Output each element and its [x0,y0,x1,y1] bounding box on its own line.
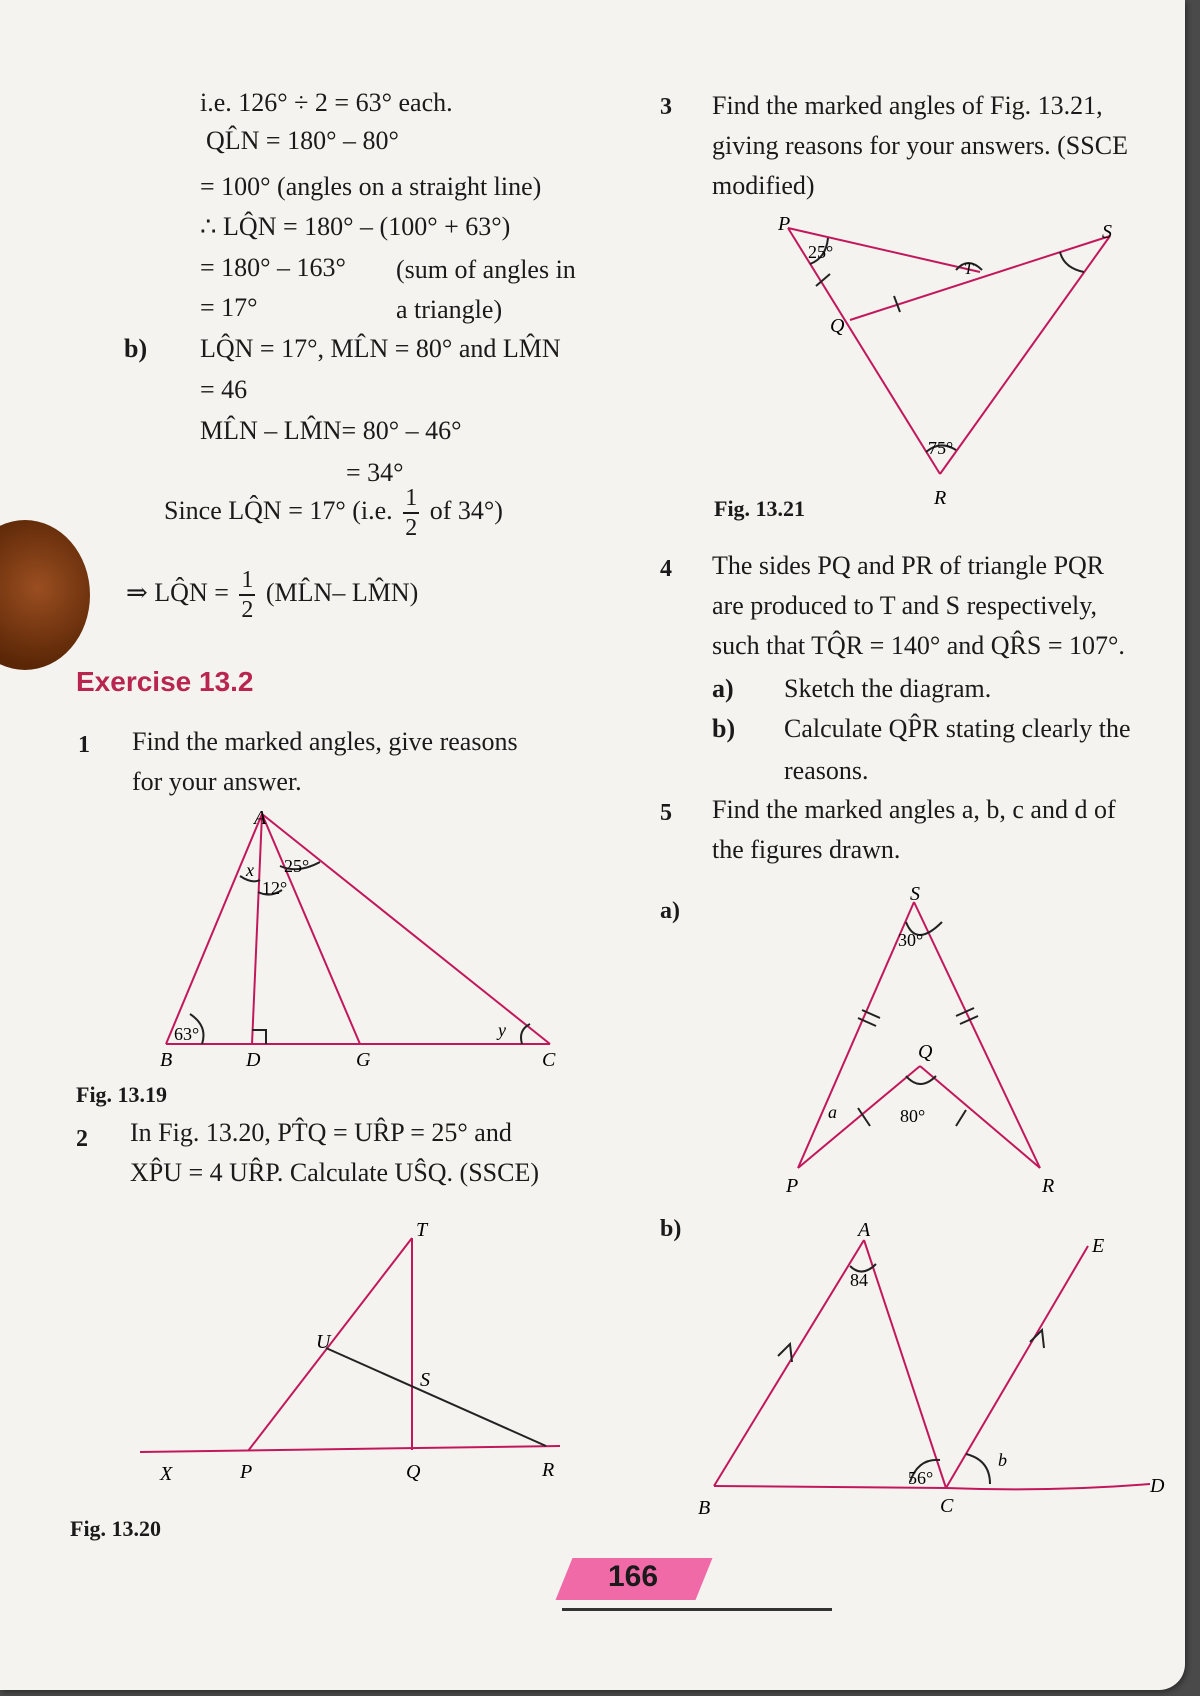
figure-caption: Fig. 13.19 [76,1082,168,1107]
question-text [712,546,1125,666]
since-suffix: of 34°) [429,495,503,525]
question-line: such that TQ̂R = 140° and QR̂S = 107°. [712,631,1125,660]
label-b: b [998,1450,1007,1470]
angle-30: 30° [898,930,924,950]
angle-12: 12° [262,878,288,898]
label-B: B [698,1497,711,1519]
since-line [164,486,503,540]
question-line: In Fig. 13.20, PT̂Q = UR̂P = 25° and [130,1118,512,1147]
part-label: b) [660,1216,682,1242]
label-P: P [786,1175,799,1196]
question-line: for your answer. [132,767,302,796]
label-a: a [828,1102,837,1122]
part-label: b) [712,714,736,743]
label-T: T [416,1219,428,1241]
question-line: Find the marked angles a, b, c and d of [712,795,1116,824]
question-text [712,790,1116,870]
part-text: Sketch the diagram. [784,674,992,703]
implies-line [126,568,418,622]
since-prefix: Since LQ̂N = 17° (i.e. [164,495,393,525]
solution-line: QL̂N = 180° – 80° [206,126,399,155]
fraction-denominator: 2 [241,597,254,623]
label-U: U [316,1331,331,1353]
label-D: D [246,1049,261,1071]
angle-56: 56° [908,1468,934,1488]
solution-line: = 17° [200,293,258,322]
label-x: x [246,860,254,880]
fraction-denominator: 2 [405,515,418,541]
question-line: are produced to T and S respectively, [712,591,1098,620]
question-line: XP̂U = 4 UR̂P. Calculate UŜQ. (SSCE) [130,1158,540,1187]
solution-line: ∴ LQ̂N = 180° – (100° + 63°) [200,212,511,241]
thumb-shadow [0,520,90,670]
page-rule [562,1608,832,1611]
question-number: 2 [76,1126,88,1152]
solution-line: ML̂N – LM̂N= 80° – 46° [200,416,462,445]
label-S: S [1102,221,1112,243]
question-number: 3 [660,94,672,120]
angle-84: 84 [850,1270,868,1290]
figure-13-20 [140,1214,580,1484]
implies-prefix: ⇒ LQ̂N = [126,577,229,607]
figure-caption: Fig. 13.21 [714,496,806,521]
label-A: A [858,1222,871,1241]
page-number: 166 [608,1560,659,1593]
label-P: P [240,1461,253,1483]
label-A: A [254,807,267,829]
solution-line: LQ̂N = 17°, ML̂N = 80° and LM̂N [200,334,561,363]
label-S: S [910,886,920,905]
label-D: D [1150,1475,1165,1497]
question-line: The sides PQ and PR of triangle PQR [712,551,1105,580]
label-C: C [542,1049,556,1071]
question-number: 5 [660,800,672,826]
question-text [712,86,1128,206]
part-label: a) [660,898,680,924]
question-line: Find the marked angles of Fig. 13.21, [712,91,1103,120]
angle-25: 25° [284,856,310,876]
label-P: P [778,214,791,235]
question-line: modified) [712,171,815,200]
label-Q: Q [918,1041,933,1063]
part-text: Calculate QP̂R stating clearly the [784,714,1131,743]
question-number: 4 [660,556,672,582]
solution-line: (sum of angles in [396,255,576,284]
exercise-heading: Exercise 13.2 [76,666,254,697]
fraction-half [403,486,419,540]
angle-80: 80° [900,1106,926,1126]
implies-suffix: (ML̂N– LM̂N) [265,577,419,607]
label-G: G [356,1049,371,1071]
angle-25: 25° [808,242,834,262]
label-S: S [420,1369,430,1391]
solution-line: i.e. 126° ÷ 2 = 63° each. [200,88,453,117]
figure-5a [780,886,1070,1196]
fraction-numerator: 1 [403,486,419,514]
label-Q: Q [406,1461,421,1483]
label-E: E [1092,1235,1105,1257]
question-line: Find the marked angles, give reasons [132,727,518,756]
label-Q: Q [830,315,845,337]
figure-13-19 [150,804,570,1074]
figure-5b [690,1222,1170,1522]
angle-63: 63° [174,1024,200,1044]
solution-line: = 180° – 163° [200,253,346,282]
fraction-half [239,568,255,622]
label-y: y [498,1020,506,1040]
question-line: giving reasons for your answers. (SSCE [712,131,1128,160]
question-line: the figures drawn. [712,835,901,864]
label-C: C [940,1495,954,1517]
solution-line: a triangle) [396,295,503,324]
part-label: a) [712,674,734,703]
question-text [130,1113,539,1193]
figure-13-21 [770,214,1130,514]
label-T: T [964,261,973,278]
label-R: R [934,487,947,509]
label-R: R [1042,1175,1055,1196]
part-text: reasons. [784,756,869,785]
solution-line: = 34° [346,458,404,487]
question-text [132,722,518,802]
label-X: X [160,1463,173,1484]
label-R: R [542,1459,555,1481]
solution-line: = 46 [200,375,248,404]
part-label: b) [124,334,148,363]
figure-caption: Fig. 13.20 [70,1516,162,1541]
fraction-numerator: 1 [239,568,255,596]
solution-line: = 100° (angles on a straight line) [200,172,542,201]
question-number: 1 [78,732,90,758]
angle-75: 75° [928,438,954,458]
label-B: B [160,1049,173,1071]
